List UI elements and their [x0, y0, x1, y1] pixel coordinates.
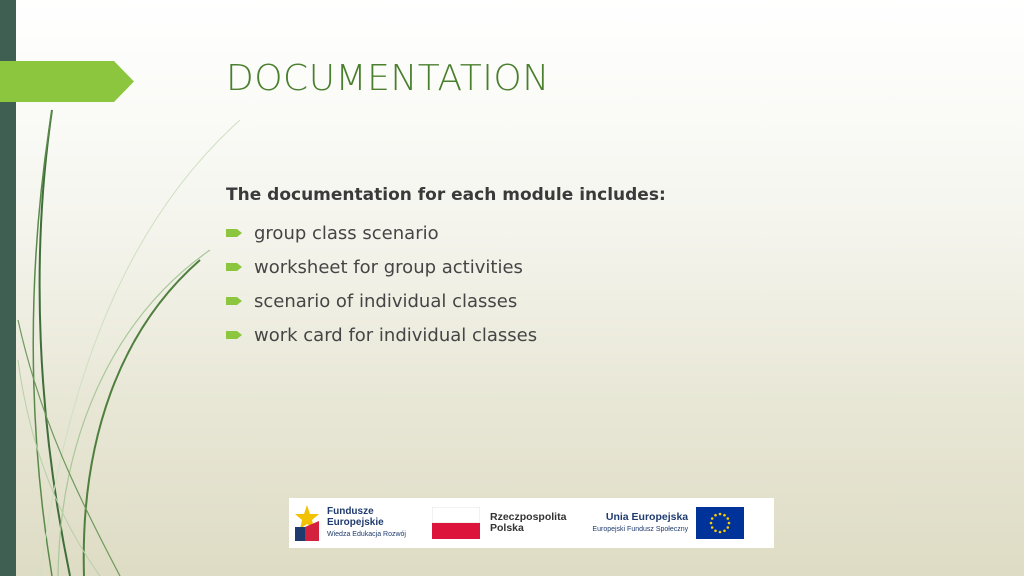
- title-arrow-shape: [0, 61, 134, 102]
- eu-flag-icon: [696, 507, 744, 539]
- intro-text: The documentation for each module includes:: [226, 185, 666, 205]
- rp-logo: [432, 498, 566, 548]
- ue-title: Unia Europejska: [605, 511, 689, 524]
- list-item: [226, 216, 537, 250]
- fe-logo: [293, 498, 406, 548]
- funding-logos-bar: [289, 498, 774, 548]
- list-item: [226, 250, 537, 284]
- arrow-bullet-icon: [226, 331, 242, 339]
- polish-flag-icon: [432, 507, 480, 539]
- fe-line1: Fundusze: [327, 506, 374, 518]
- arrow-bullet-icon: [226, 297, 242, 305]
- list-item-text: work card for individual classes: [254, 324, 538, 346]
- list-item-text: group class scenario: [254, 222, 439, 244]
- ue-logo: [592, 498, 744, 548]
- arrow-bullet-icon: [226, 263, 242, 271]
- rp-line2: Polska: [489, 522, 524, 534]
- fe-sub: Wiedza Edukacja Rozwój: [327, 531, 406, 539]
- arrow-bullet-icon: [226, 229, 242, 237]
- list-item: [226, 284, 537, 318]
- bullet-list: [226, 216, 537, 352]
- fe-line2: Europejskie: [327, 516, 384, 528]
- rp-line1: Rzeczpospolita: [489, 510, 567, 523]
- page-title: DOCUMENTATION: [226, 58, 550, 99]
- list-item: [226, 318, 537, 352]
- list-item-text: scenario of individual classes: [254, 290, 518, 312]
- list-item-text: worksheet for group activities: [254, 256, 523, 278]
- ue-sub: Europejski Fundusz Społeczny: [592, 526, 689, 534]
- fe-star-logo-icon: [293, 503, 321, 543]
